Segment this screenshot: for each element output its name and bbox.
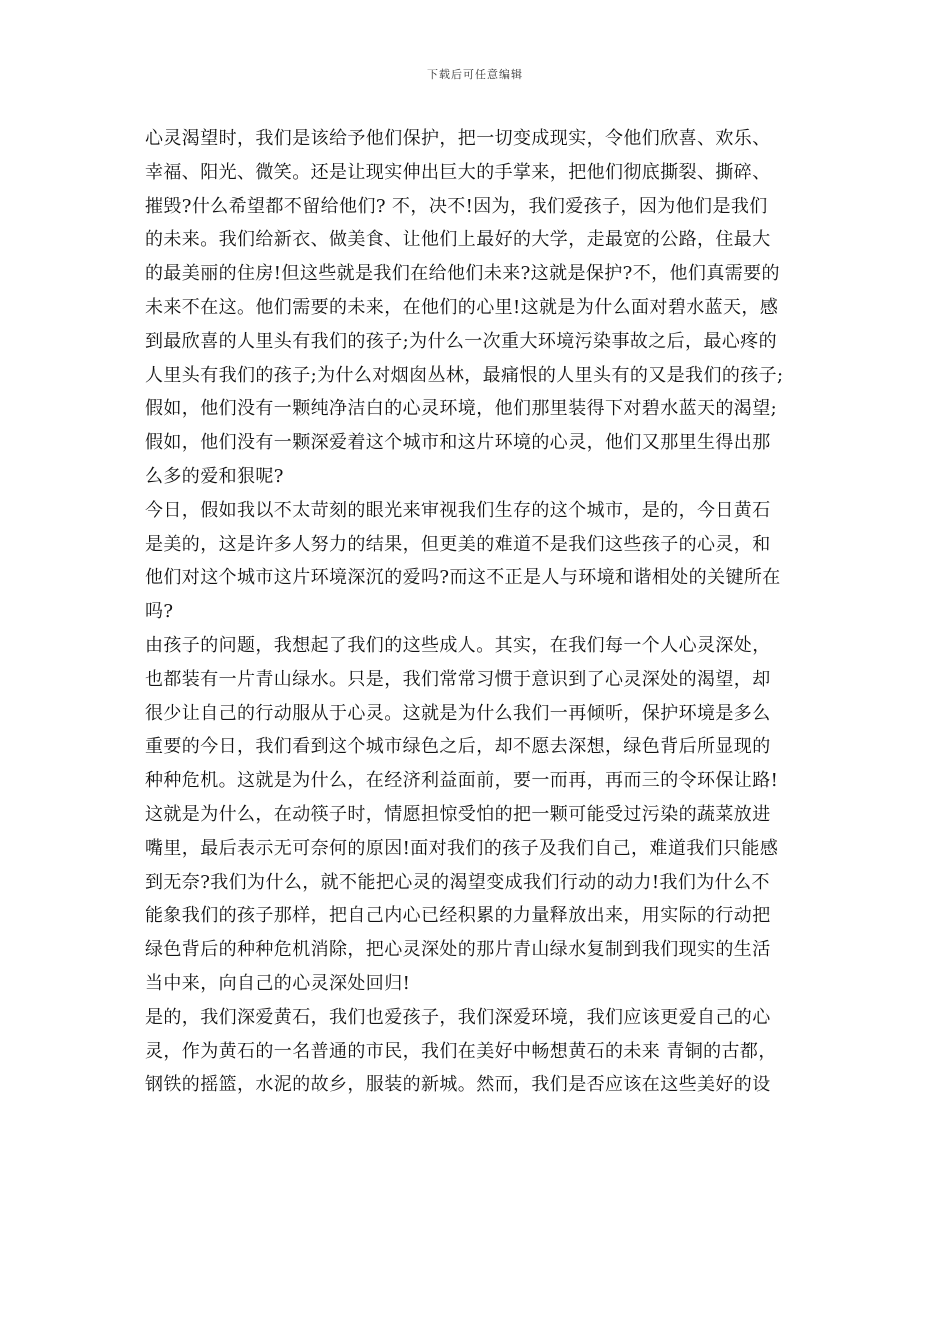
text-line: 假如，他们没有一颗纯净洁白的心灵环境，他们那里装得下对碧水蓝天的渴望; — [145, 398, 778, 420]
text-line: 他们对这个城市这片环境深沉的爱吗?而这不正是人与环境和谐相处的关键所在 — [145, 567, 781, 589]
document-body — [145, 122, 811, 1102]
text-line: 到最欣喜的人里头有我们的孩子;为什么一次重大环境污染事故之后，最心疼的 — [145, 330, 778, 352]
text-line: 假如，他们没有一颗深爱着这个城市和这片环境的心灵，他们又那里生得出那 — [145, 432, 771, 454]
text-line: 当中来，向自己的心灵深处回归! — [145, 972, 411, 994]
text-line: 未来不在这。他们需要的未来，在他们的心里!这就是为什么面对碧水蓝天，感 — [145, 296, 779, 318]
text-line: 幸福、阳光、微笑。还是让现实伸出巨大的手掌来，把他们彻底撕裂、撕碎、 — [145, 161, 771, 183]
text-line: 摧毁?什么希望都不留给他们? 不，决不!因为，我们爱孩子，因为他们是我们 — [145, 195, 768, 217]
text-line: 灵，作为黄石的一名普通的市民，我们在美好中畅想黄石的未来 青铜的古都， — [145, 1040, 777, 1062]
text-line: 么多的爱和狠呢? — [145, 465, 284, 487]
text-line: 这就是为什么，在动筷子时，情愿担惊受怕的把一颗可能受过污染的蔬菜放进 — [145, 803, 771, 825]
text-line: 的未来。我们给新衣、做美食、让他们上最好的大学，走最宽的公路，住最大 — [145, 229, 771, 251]
text-line: 很少让自己的行动服从于心灵。这就是为什么我们一再倾听，保护环境是多么 — [145, 702, 771, 724]
text-line: 嘴里，最后表示无可奈何的原因!面对我们的孩子及我们自己，难道我们只能感 — [145, 837, 779, 859]
text-line: 吗? — [145, 601, 174, 623]
text-line: 是美的，这是许多人努力的结果，但更美的难道不是我们这些孩子的心灵，和 — [145, 533, 771, 555]
text-line: 是的，我们深爱黄石，我们也爱孩子，我们深爱环境，我们应该更爱自己的心 — [145, 1006, 771, 1028]
text-line: 心灵渴望时，我们是该给予他们保护，把一切变成现实，令他们欣喜、欢乐、 — [145, 128, 771, 149]
text-line: 到无奈?我们为什么，就不能把心灵的渴望变成我们行动的动力!我们为什么不 — [145, 871, 770, 893]
text-line: 今日，假如我以不太苛刻的眼光来审视我们生存的这个城市，是的，今日黄石 — [145, 499, 771, 521]
text-line: 钢铁的摇篮，水泥的故乡，服装的新城。然而，我们是否应该在这些美好的设 — [145, 1074, 771, 1096]
text-line: 种种危机。这就是为什么，在经济利益面前，要一而再，再而三的令环保让路! — [145, 770, 779, 792]
text-line: 由孩子的问题，我想起了我们的这些成人。其实，在我们每一个人心灵深处， — [145, 634, 771, 656]
text-line: 能象我们的孩子那样，把自己内心已经积累的力量释放出来，用实际的行动把 — [145, 905, 771, 927]
text-line: 的最美丽的住房!但这些就是我们在给他们未来?这就是保护?不，他们真需要的 — [145, 263, 780, 285]
text-line: 重要的今日，我们看到这个城市绿色之后，却不愿去深想，绿色背后所显现的 — [145, 736, 771, 758]
page-header: 下载后可任意编辑 — [427, 68, 523, 81]
text-line: 人里头有我们的孩子;为什么对烟囱丛林，最痛恨的人里头有的又是我们的孩子; — [145, 364, 784, 386]
text-line: 也都装有一片青山绿水。只是，我们常常习惯于意识到了心灵深处的渴望，却 — [145, 668, 771, 690]
text-line: 绿色背后的种种危机消除，把心灵深处的那片青山绿水复制到我们现实的生活 — [145, 939, 771, 961]
